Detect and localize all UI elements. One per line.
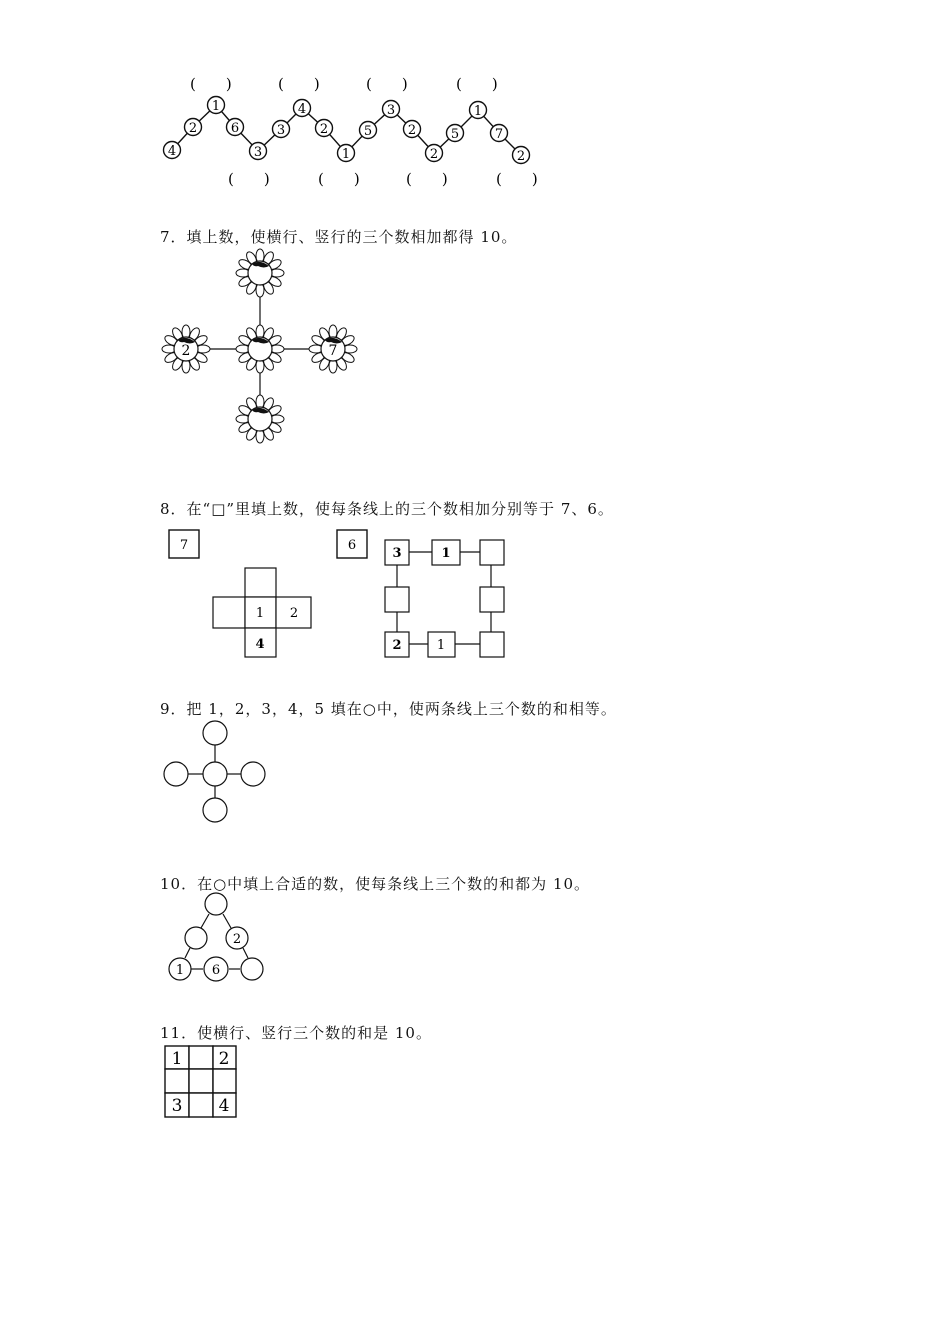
svg-text:5: 5 [450, 127, 460, 142]
cross-right-value: 2 [289, 606, 299, 621]
answer-blank-top-2[interactable]: ( ) [278, 75, 320, 93]
answer-blank-top-1[interactable]: ( ) [190, 75, 232, 93]
svg-text:4: 4 [297, 102, 307, 117]
svg-text:2: 2 [407, 123, 417, 138]
question-8-text: 8．在“□”里填上数，使每条线上的三个数相加分别等于 7、6。 [160, 500, 614, 518]
svg-text:6: 6 [230, 121, 240, 136]
answer-blank-bottom-1[interactable]: ( ) [228, 170, 270, 188]
svg-text:6: 6 [347, 538, 357, 553]
triangle-value-right-mid: 2 [232, 932, 242, 947]
grid-cell[interactable] [189, 1069, 213, 1093]
grid-cell[interactable] [189, 1046, 213, 1069]
grid-cell[interactable] [189, 1093, 213, 1117]
svg-text:7: 7 [179, 538, 189, 553]
grid-cell[interactable] [213, 1069, 236, 1093]
square-bottom-mid-value: 1 [436, 638, 446, 653]
square-top-mid-value: 1 [441, 546, 451, 561]
answer-blank-bottom-4[interactable]: ( ) [496, 170, 538, 188]
svg-text:1: 1 [211, 99, 221, 114]
question-11-text: 11．使横行、竖行三个数的和是 10。 [160, 1024, 432, 1042]
svg-text:1: 1 [473, 104, 483, 119]
svg-text:7: 7 [494, 127, 504, 142]
square-top-left-value: 3 [392, 546, 402, 561]
grid-value: 1 [171, 1049, 183, 1069]
svg-text:3: 3 [386, 103, 396, 118]
question-9-text: 9．把 1，2，3，4，5 填在○中，使两条线上三个数的和相等。 [160, 700, 617, 718]
flower-right-value: 7 [328, 343, 338, 359]
svg-text:4: 4 [167, 144, 177, 159]
cross-bottom-value: 4 [255, 637, 265, 652]
question-7-text: 7．填上数，使横行、竖行的三个数相加都得 10。 [160, 228, 518, 246]
svg-text:2: 2 [188, 121, 198, 136]
square-bottom-left-value: 2 [392, 638, 402, 653]
cross-center-value: 1 [255, 606, 265, 621]
grid-value: 2 [218, 1049, 230, 1069]
svg-text:1: 1 [341, 147, 351, 162]
grid-cell[interactable] [165, 1069, 189, 1093]
question-10-text: 10．在○中填上合适的数，使每条线上三个数的和都为 10。 [160, 875, 591, 893]
triangle-value-bottom-mid: 6 [211, 963, 221, 978]
answer-blank-top-3[interactable]: ( ) [366, 75, 408, 93]
svg-text:5: 5 [363, 124, 373, 139]
svg-text:2: 2 [319, 122, 329, 137]
answer-blank-bottom-3[interactable]: ( ) [406, 170, 448, 188]
grid-value: 4 [218, 1096, 230, 1116]
triangle-value-bottom-left: 1 [175, 963, 185, 978]
grid-value: 3 [171, 1096, 183, 1116]
svg-text:3: 3 [253, 145, 263, 160]
answer-blank-top-4[interactable]: ( ) [456, 75, 498, 93]
svg-text:2: 2 [429, 147, 439, 162]
svg-text:2: 2 [516, 149, 526, 164]
answer-blank-bottom-2[interactable]: ( ) [318, 170, 360, 188]
svg-text:3: 3 [276, 123, 286, 138]
flower-left-value: 2 [181, 343, 191, 359]
